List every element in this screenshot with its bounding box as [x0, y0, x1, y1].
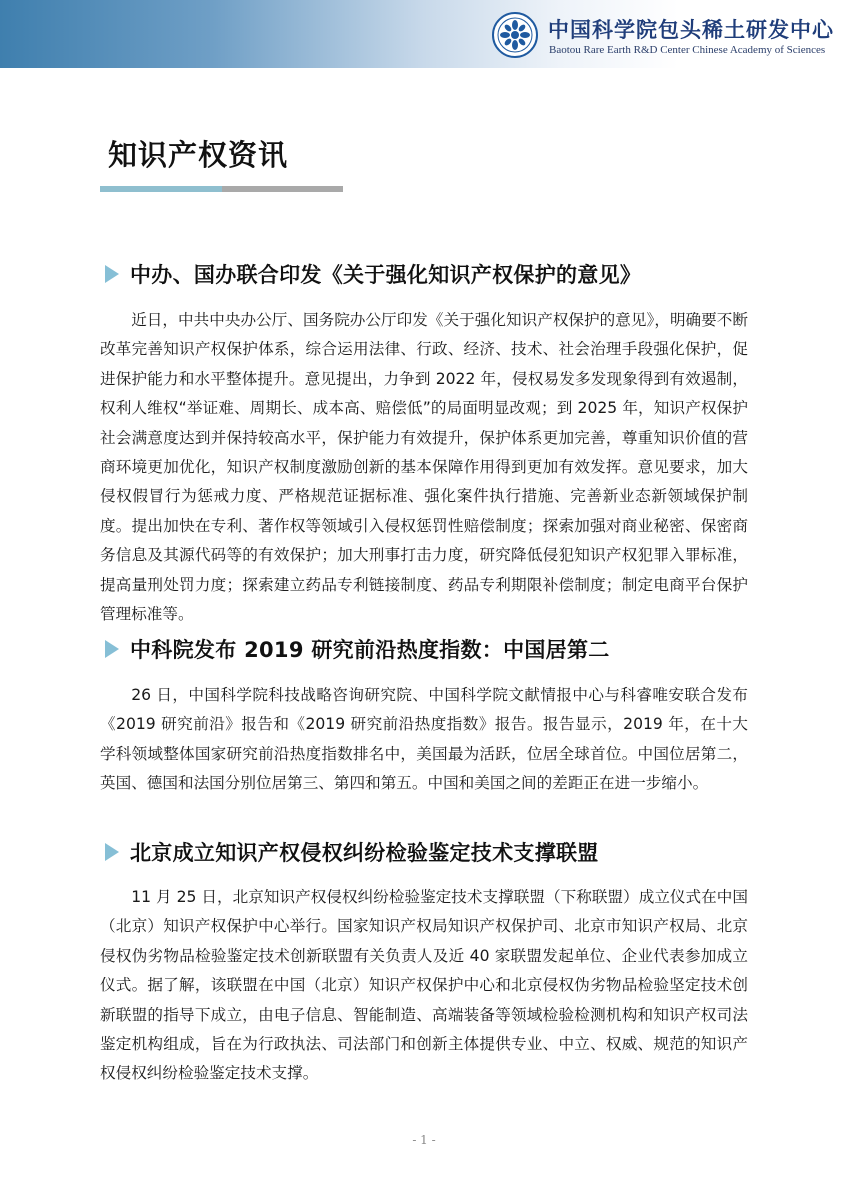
org-name-cn: 中国科学院包头稀土研发中心 [548, 17, 834, 42]
triangle-bullet-icon [105, 843, 119, 861]
section-title: 北京成立知识产权侵权纠纷检验鉴定技术支撑联盟 [130, 841, 599, 865]
section-body-2: 26 日，中国科学院科技战略咨询研究院、中国科学院文献情报中心与科睿唯安联合发布《2019 研究前沿》报告和《2019 研究前沿热度指数》报告。报告显示，2019 年，在十大学科领域整体国家研究前沿热度指数排名中，美国最为活跃，位居全球首位。中国位居第二，英国、德国和法国分别位居第三、第四和第五。中国和美国之间的差距正在进一步缩小。 [100, 686, 748, 793]
section-heading-2 [105, 633, 610, 665]
section-heading-3 [105, 836, 599, 868]
section-body-1: 近日，中共中央办公厅、国务院办公厅印发《关于强化知识产权保护的意见》，明确要不断改革完善知识产权保护体系，综合运用法律、行政、经济、技术、社会治理手段强化保护，促进保护能力和水平整体提升。意见提出，力争到 2022 年，侵权易发多发现象得到有效遏制，权利人维权“举证难、周期长、成本高、赔偿低”的局面明显改观；到 2025 年，知识产权保护社会满意度达到并保持较高水平，保护能力有效提升，保护体系更加完善，尊重知识价值的营商环境更加优化，知识产权制度激励创新的基本保障作用得到更加有效发挥。意见要求，加大侵权假冒行为惩戒力度、严格规范证据标准、强化案件执行措施、完善新业态新领域保护制度。提出加快在专利、著作权等领域引入侵权惩罚性赔偿制度；探索加强对商业秘密、保密商务信息及其源代码等的有效保护；加大刑事打击力度，研究降低侵犯知识产权犯罪入罪标准，提高量刑处罚力度；探索建立药品专利链接制度、药品专利期限补偿制度；制定电商平台保护管理标准等。 [100, 311, 748, 624]
org-name-en: Baotou Rare Earth R&D Center Chinese Academy of Sciences [549, 44, 826, 56]
page-number: - 1 - [412, 1133, 436, 1147]
section-body-3: 11 月 25 日，北京知识产权侵权纠纷检验鉴定技术支撑联盟（下称联盟）成立仪式在中国（北京）知识产权保护中心举行。国家知识产权局知识产权保护司、北京市知识产权局、北京侵权伪劣物品检验鉴定技术创新联盟有关负责人及近 40 家联盟发起单位、企业代表参加成立仪式。据了解，该联盟在中国（北京）知识产权保护中心和北京侵权伪劣物品检验坚定技术创新联盟的指导下成立，由电子信息、智能制造、高端装备等领域检验检测机构和知识产权司法鉴定机构组成，旨在为行政执法、司法部门和创新主体提供专业、中立、权威、规范的知识产权侵权纠纷检验鉴定技术支撑。 [100, 888, 748, 1083]
triangle-bullet-icon [105, 640, 119, 658]
triangle-bullet-icon [105, 265, 119, 283]
cas-logo-icon [492, 12, 538, 58]
page-title: 知识产权资讯 [108, 138, 289, 172]
title-underline-accent [100, 186, 222, 192]
section-title: 中科院发布 2019 研究前沿热度指数：中国居第二 [130, 638, 610, 662]
section-title: 中办、国办联合印发《关于强化知识产权保护的意见》 [130, 263, 642, 287]
section-heading-1 [105, 258, 641, 290]
title-underline-grey [222, 186, 343, 192]
